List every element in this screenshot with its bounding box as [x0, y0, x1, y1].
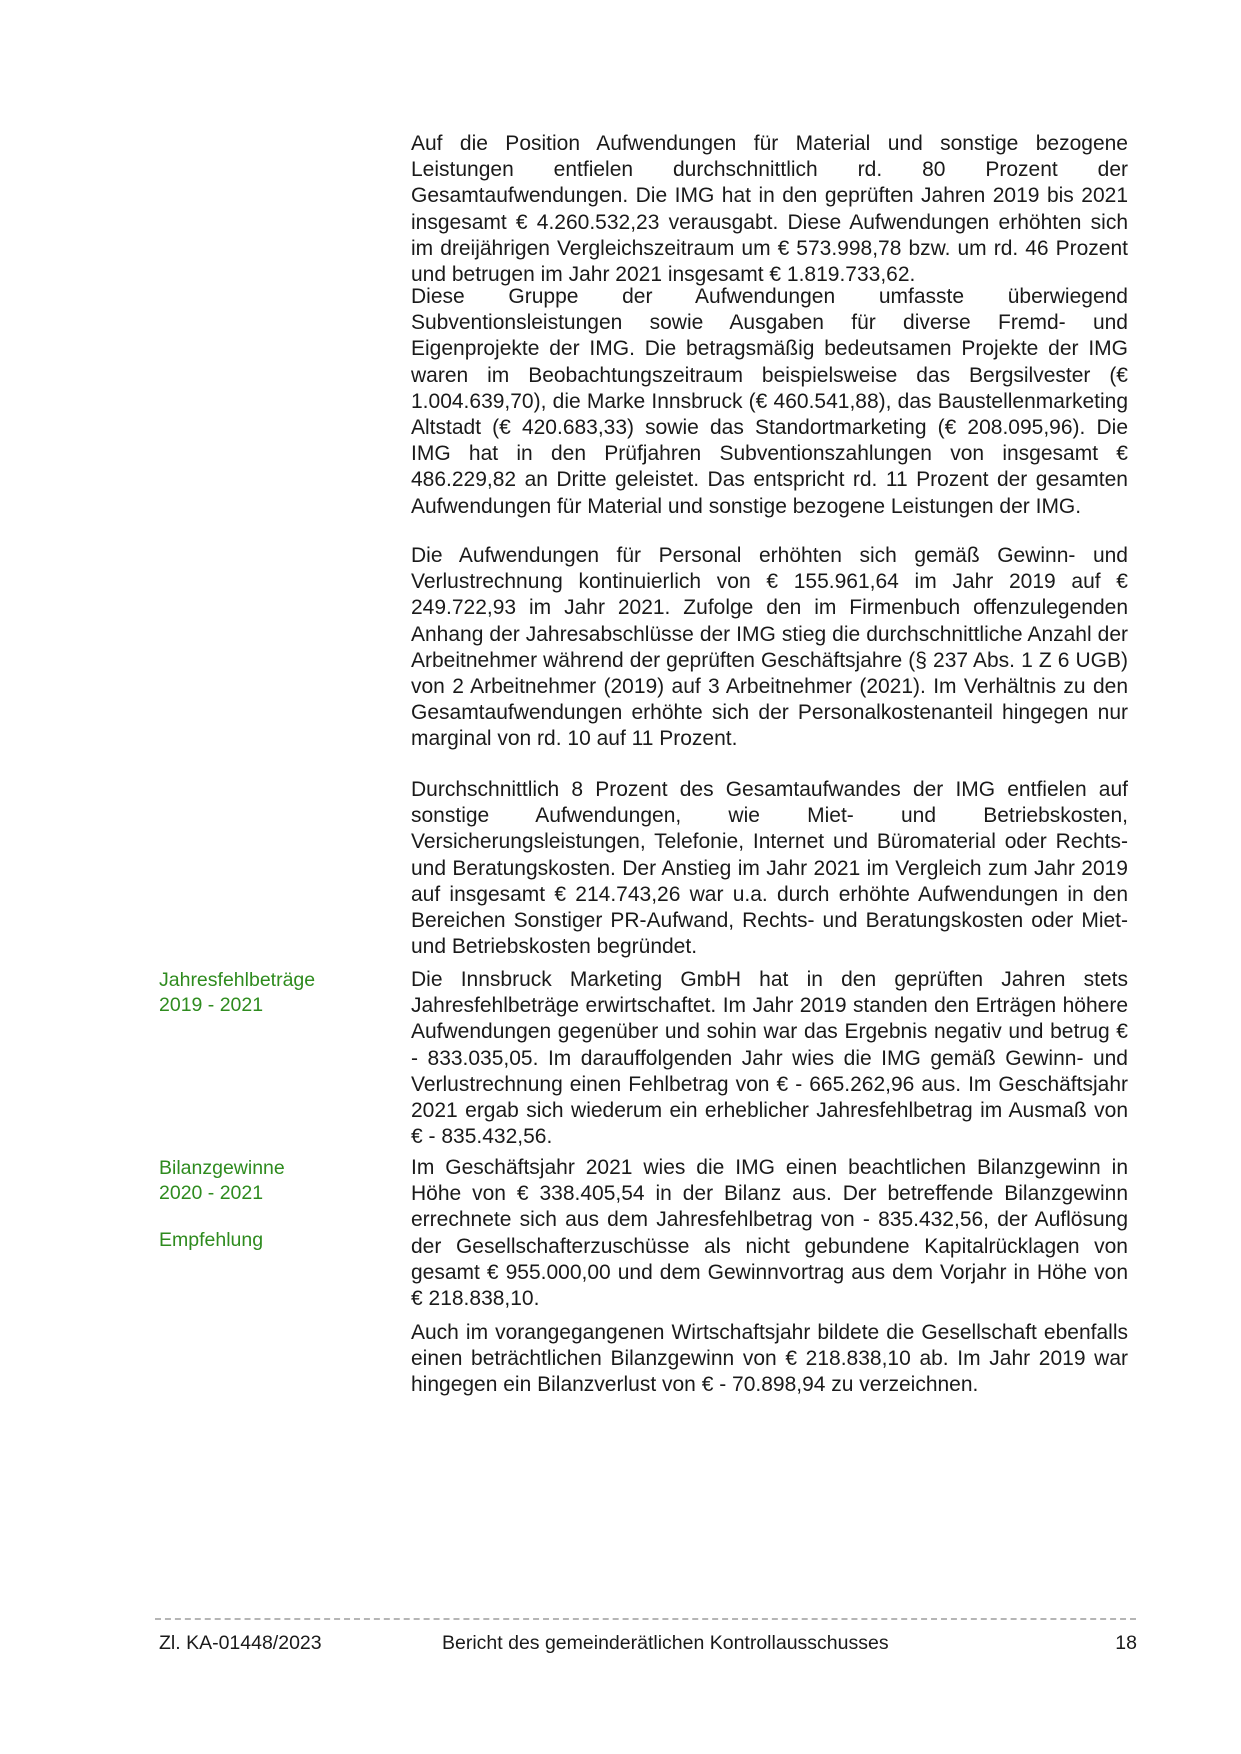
paragraph-other-expenses — [411, 777, 1128, 960]
paragraph-text: Die Aufwendungen für Personal erhöhten sich gemäß Gewinn- und Verlustrechnung kontinuierlich von € 155.961,64 im Jahr 2019 auf € 249.722,93 im Jahr 2021. Zufolge den im Firmenbuch offenzulegenden Anhang der Jahresabschlüsse der IMG stieg die durchschnittliche Anzahl der Arbeitnehmer während der geprüften Geschäftsjahre (§ 237 Abs. 1 Z 6 UGB) von 2 Arbeitnehmer (2019) auf 3 Arbeitnehmer (2021). Im Verhältnis zu den Gesamtaufwendungen erhöhte sich der Personalkostenanteil hingegen nur marginal von rd. 10 auf 11 Prozent. — [411, 544, 1128, 751]
footer-reference: Zl. KA-01448/2023 — [159, 1632, 322, 1654]
paragraph-text: Auch im vorangegangenen Wirtschaftsjahr bildete die Gesellschaft ebenfalls einen beträchtlichen Bilanzgewinn von € 218.838,10 ab. Im Jahr 2019 war hingegen ein Bilanzverlust von € - 70.898,94 zu verzeichnen. — [411, 1321, 1128, 1397]
paragraph-text: Auf die Position Aufwendungen für Material und sonstige bezogene Leistungen entfielen durchschnittlich rd. 80 Prozent der Gesamtaufwendungen. Die IMG hat in den geprüften Jahren 2019 bis 2021 insgesamt € 4.260.532,23 verausgabt. Diese Aufwendungen erhöhten sich im dreijährigen Vergleichszeitraum um € 573.998,78 bzw. um rd. 46 Prozent und betrugen im Jahr 2021 insgesamt € 1.819.733,62. — [411, 132, 1128, 287]
paragraph-material-expenses — [411, 131, 1128, 288]
margin-note-title: Bilanzgewinne — [159, 1157, 285, 1179]
margin-note-years: 2019 - 2021 — [159, 994, 264, 1016]
footer-divider — [155, 1618, 1136, 1620]
margin-note-jahresfehlbetraege — [159, 968, 389, 1018]
paragraph-personnel-expenses — [411, 543, 1128, 753]
paragraph-text: Im Geschäftsjahr 2021 wies die IMG einen beachtlichen Bilanzgewinn in Höhe von € 338.405,54 in der Bilanz aus. Der betreffende Bilanzgewinn errechnete sich aus dem Jahresfehlbetrag von - 835.432,56, der Auflösung der Gesellschafterzuschüsse als nicht gebundene Kapitalrücklagen von gesamt € 955.000,00 und dem Gewinnvortrag aus dem Vorjahr in Höhe von € 218.838,10. — [411, 1156, 1128, 1311]
paragraph-subsidies — [411, 284, 1128, 520]
paragraph-text: Durchschnittlich 8 Prozent des Gesamtaufwandes der IMG entfielen auf sonstige Aufwendungen, wie Miet- und Betriebskosten, Versicherungsleistungen, Telefonie, Internet und Büromaterial oder Rechts- und Beratungskosten. Der Anstieg im Jahr 2021 im Vergleich zum Jahr 2019 auf insgesamt € 214.743,26 war u.a. durch erhöhte Aufwendungen in den Bereichen Sonstiger PR-Aufwand, Rechts- und Beratungskosten oder Miet- und Betriebskosten begründet. — [411, 778, 1128, 959]
margin-note-title: Jahresfehlbeträge — [159, 969, 316, 991]
margin-note-empfehlung — [159, 1228, 389, 1253]
margin-note-title: Empfehlung — [159, 1229, 264, 1251]
footer-title: Bericht des gemeinderätlichen Kontrollausschusses — [442, 1632, 889, 1654]
page-number: 18 — [1115, 1632, 1137, 1654]
margin-note-bilanzgewinne — [159, 1156, 389, 1206]
margin-note-years: 2020 - 2021 — [159, 1182, 264, 1204]
paragraph-previous-year — [411, 1320, 1128, 1399]
paragraph-text: Die Innsbruck Marketing GmbH hat in den geprüften Jahren stets Jahresfehlbeträge erwirtschaftet. Im Jahr 2019 standen den Erträgen höhere Aufwendungen gegenüber und sohin war das Ergebnis negativ und betrug € - 833.035,05. Im darauffolgenden Jahr wies die IMG gemäß Gewinn- und Verlustrechnung einen Fehlbetrag von € - 665.262,96 aus. Im Geschäftsjahr 2021 ergab sich wiederum ein erheblicher Jahresfehlbetrag im Ausmaß von € - 835.432,56. — [411, 968, 1128, 1149]
paragraph-annual-deficits — [411, 967, 1128, 1150]
paragraph-balance-profit — [411, 1155, 1128, 1312]
paragraph-text: Diese Gruppe der Aufwendungen umfasste überwiegend Subventionsleistungen sowie Ausgaben für diverse Fremd- und Eigenprojekte der IMG. Die betragsmäßig bedeutsamen Projekte der IMG waren im Beobachtungszeitraum beispielsweise das Bergsilvester (€ 1.004.639,70), die Marke Innsbruck (€ 460.541,88), das Baustellenmarketing Altstadt (€ 420.683,33) sowie das Standortmarketing (€ 208.095,96). Die IMG hat in den Prüfjahren Subventionszahlungen von insgesamt € 486.229,82 an Dritte geleistet. Das entspricht rd. 11 Prozent der gesamten Aufwendungen für Material und sonstige bezogene Leistungen der IMG. — [411, 285, 1128, 518]
